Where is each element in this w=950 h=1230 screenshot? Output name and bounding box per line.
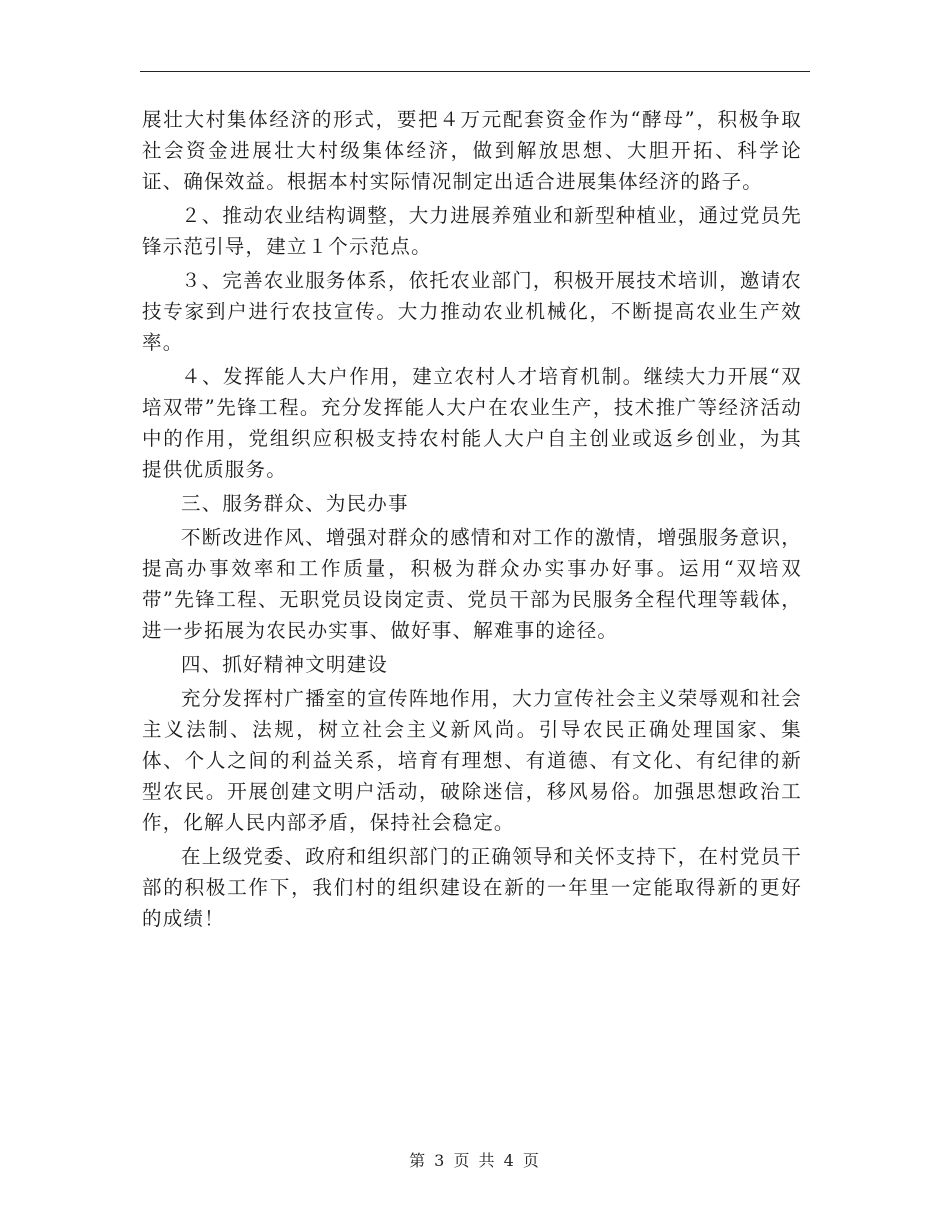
paragraph-item-3: ３、完善农业服务体系，依托农业部门，积极开展技术培训，邀请农技专家到户进行农技宣传。大力推动农业机械化，不断提高农业生产效率。	[142, 269, 803, 354]
paragraph-civilization: 充分发挥村广播室的宣传阵地作用，大力宣传社会主义荣辱观和社会主义法制、法规，树立社会主义新风尚。引导农民正确处理国家、集体、个人之间的利益关系，培育有理想、有道德、有文化、有纪律的新型农民。开展创建文明户活动，破除迷信，移风易俗。加强思想政治工作，化解人民内部矛盾，保持社会稳定。	[142, 687, 803, 834]
section-heading-3: 三、服务群众、为民办事	[181, 492, 409, 515]
document-body	[142, 104, 802, 934]
paragraph-conclusion: 在上级党委、政府和组织部门的正确领导和关怀支持下，在村党员干部的积极工作下，我们村的组织建设在新的一年里一定能取得新的更好的成绩！	[142, 845, 803, 930]
header-rule	[140, 71, 810, 72]
paragraph-item-4: ４、发挥能人大户作用，建立农村人才培育机制。继续大力开展“双培双带”先锋工程。充分发挥能人大户在农业生产，技术推广等经济活动中的作用，党组织应积极支持农村能人大户自主创业或返乡创业，为其提供优质服务。	[142, 365, 802, 481]
paragraph-item-2: ２、推动农业结构调整，大力进展养殖业和新型种植业，通过党员先锋示范引导，建立１个示范点。	[142, 204, 803, 258]
section-heading-4: 四、抓好精神文明建设	[181, 653, 389, 676]
paragraph-continuation: 展壮大村集体经济的形式，要把４万元配套资金作为“酵母”，积极争取社会资金进展壮大村级集体经济，做到解放思想、大胆开拓、科学论证、确保效益。根据本村实际情况制定出适合进展集体经济的路子。	[142, 108, 802, 193]
page-number-footer: 第 3 页 共 4 页	[409, 1151, 541, 1170]
paragraph-service: 不断改进作风、增强对群众的感情和对工作的激情，增强服务意识，提高办事效率和工作质量，积极为群众办实事办好事。运用“双培双带”先锋工程、无职党员设岗定责、党员干部为民服务全程代理等载体，进一步拓展为农民办实事、做好事、解难事的途径。	[142, 526, 803, 642]
